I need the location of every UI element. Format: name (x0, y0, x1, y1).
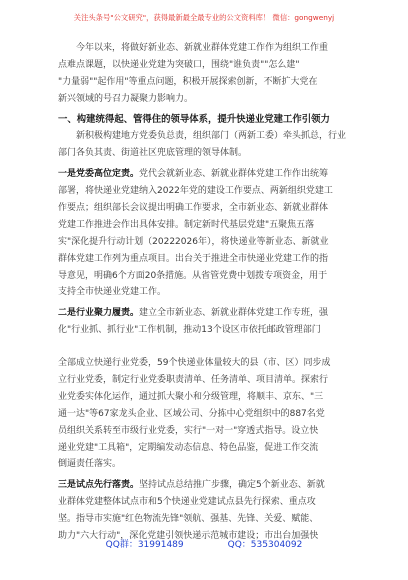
text-line: 化"行业抓、抓行业"工作机制，推动13个设区市依托邮政管理部门 (58, 325, 321, 336)
text-line: 新兴领域的号召力凝聚力影响力。 (58, 93, 194, 104)
lead-phrase: 一是党委高位定责。 (58, 169, 140, 180)
lead-phrase: 二是行业聚力履责。 (58, 308, 140, 319)
promo-banner: 关注头条号"公文研究"，获得最新最全最专业的公文资料库！ 微信：gongwenyj (73, 13, 335, 22)
text-line: 通一达"等67家龙头企业、区域公司、分拣中心党组织中的887名党 (58, 408, 325, 419)
text-line: 导意见，明确6个方面20条措施。从省管党费中划拨专项资金，用于 (58, 270, 328, 281)
text-line-gap (58, 339, 360, 355)
text-line: 员组织关系转至市级行业党委，实行"一对一"穿透式指导。设立快 (58, 425, 319, 436)
text-line-with-lead: 二是行业聚力履责。建立全市新业态、新就业群体党建工作专班，强 (58, 308, 329, 319)
qq-group-number: QQ群：31991489 (105, 540, 184, 550)
text-line: 业群体党建整体试点市和5个快递业党建试点县先行探索、重点攻 (58, 497, 316, 508)
text-line: 今年以来，将做好新业态、新就业群体党建工作作为组织工作重 (76, 43, 329, 53)
text-line: 群体党建工作列为重点项目。出台关于推进全市快递业党建工作的指 (58, 253, 329, 264)
text-line: "力量弱""起作用"等重点问题，积极开展探索创新，不断扩大党在 (58, 76, 318, 87)
text-line: 倒逼责任落实。 (58, 459, 122, 470)
text-line: 新积极构建地方党委负总责，组织部门（两新工委）牵头抓总，行业 (76, 131, 347, 142)
text-line: 支持全市快递业党建工作。 (58, 287, 167, 298)
text-line: 业党委实体化运作，通过抓大聚小和分级管理，将顺丰、京东、"三 (58, 391, 324, 402)
qq-number: QQ：535304092 (227, 540, 303, 550)
text-line: 立行业党委，制定行业党委职责清单、任务清单、项目清单。探索行 (58, 375, 329, 386)
text-line: 党建工作推进会作出具体安排。制定新时代基层党建"五聚焦五落 (58, 219, 315, 230)
text-line-with-lead: 三是试点先行落责。坚持试点总结推广步骤，确定5个新业态、新就 (58, 480, 325, 491)
contact-footer (0, 537, 408, 550)
text-line: 递业党建"工具箱"，定期编发动态信息、特色品鉴，促进工作交流 (58, 442, 319, 453)
text-line: 助力"六大行动"，深化党建引领快递示范城市建设；市出台加强快 (58, 531, 319, 542)
text-line: 作要点；组织部长会议提出明确工作要求，全市新业态、新就业群体 (58, 203, 329, 214)
text-line-with-lead: 一是党委高位定责。党代会就新业态、新就业群体党建工作作出统筹 (58, 169, 329, 180)
document-body (58, 40, 360, 545)
section-heading: 一、构建统得起、管得住的领导体系，提升快递业党建工作引领力 (58, 113, 330, 125)
text-line: 部署，将快递业党建纳入2022年党的建设工作要点、两新组织党建工 (58, 186, 333, 197)
text-line: 点难点课题，以快递业党建为突破口，围绕"谁负责""怎么建" (58, 59, 300, 70)
lead-phrase: 三是试点先行落责。 (58, 480, 140, 491)
text-line: 实"深化提升行动计划（20222026年），将快递业等新业态、新就业 (58, 236, 329, 247)
text-line: 坚。指导市实施"红色物流先锋"领航、强基、先锋、关爱、赋能、 (58, 514, 319, 525)
text-line: 全部成立快递行业党委，59个快递业体量较大的县（市、区）同步成 (58, 358, 331, 369)
text-line: 部门各负其责、街道社区兜底管理的领导体制。 (58, 148, 248, 159)
